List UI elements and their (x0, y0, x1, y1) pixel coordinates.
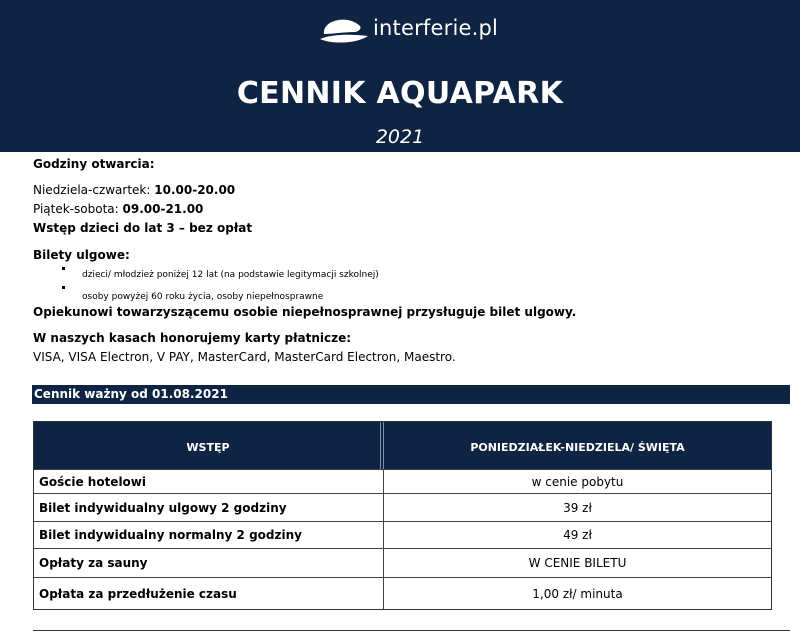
row-name: Opłaty za sauny (39, 556, 148, 570)
payment-cards: VISA, VISA Electron, V PAY, MasterCard, MasterCard Electron, Maestro. (33, 350, 456, 364)
table-row (34, 469, 771, 493)
caregiver-note: Opiekunowi towarzyszącemu osobie niepełnosprawnej przysługuje bilet ulgowy. (33, 305, 577, 319)
row-name: Opłata za przedłużenie czasu (39, 586, 237, 601)
row-price: w cenie pobytu (383, 470, 771, 493)
table-header (34, 422, 771, 469)
bottom-divider (33, 630, 790, 631)
discount-item: dzieci/ młodzież poniżej 12 lat (na podstawie legitymacji szkolnej) (82, 270, 379, 280)
row-price: 39 zł (383, 494, 771, 521)
discount-item: osoby powyżej 60 roku życia, osoby niepełnosprawne (82, 292, 324, 302)
row-name: Bilet indywidualny normalny 2 godziny (39, 528, 302, 542)
bullet-marker (62, 267, 65, 270)
table-row (34, 577, 771, 609)
row-price: 49 zł (383, 522, 771, 548)
table-row (34, 548, 771, 577)
row-name: Bilet indywidualny ulgowy 2 godziny (39, 500, 287, 515)
hours-heading: Godziny otwarcia: (33, 157, 155, 171)
column-header-admission: WSTĘP (186, 441, 230, 454)
page-title: CENNIK AQUAPARK (236, 76, 564, 111)
hours-weekend (33, 202, 203, 216)
page-header (0, 0, 800, 152)
children-free-note: Wstęp dzieci do lat 3 – bez opłat (33, 221, 253, 235)
page-year: 2021 (375, 126, 425, 148)
row-price: W CENIE BILETU (383, 549, 771, 577)
table-row (34, 521, 771, 548)
hours-weekend-value: 09.00-21.00 (122, 202, 204, 216)
discounts-heading: Bilety ulgowe: (33, 248, 130, 262)
column-header-days: PONIEDZIAŁEK-NIEDZIELA/ ŚWIĘTA (470, 441, 685, 454)
pricelist-section-title: Cennik ważny od 01.08.2021 (32, 385, 790, 404)
hat-logo-icon (318, 12, 370, 48)
hours-weekdays (33, 183, 235, 197)
row-price: 1,00 zł/ minuta (383, 578, 771, 609)
logo-text: interferie.pl (373, 16, 499, 40)
row-name: Goście hotelowi (39, 474, 146, 489)
payments-heading: W naszych kasach honorujemy karty płatnicze: (33, 331, 352, 345)
hours-weekdays-value: 10.00-20.00 (154, 183, 236, 197)
bullet-marker (62, 286, 65, 289)
table-row (34, 493, 771, 521)
hours-weekdays-label: Niedziela-czwartek: (33, 183, 155, 197)
hours-weekend-label: Piątek-sobota: (33, 202, 123, 216)
price-table (33, 421, 772, 610)
header-divider (380, 422, 381, 469)
